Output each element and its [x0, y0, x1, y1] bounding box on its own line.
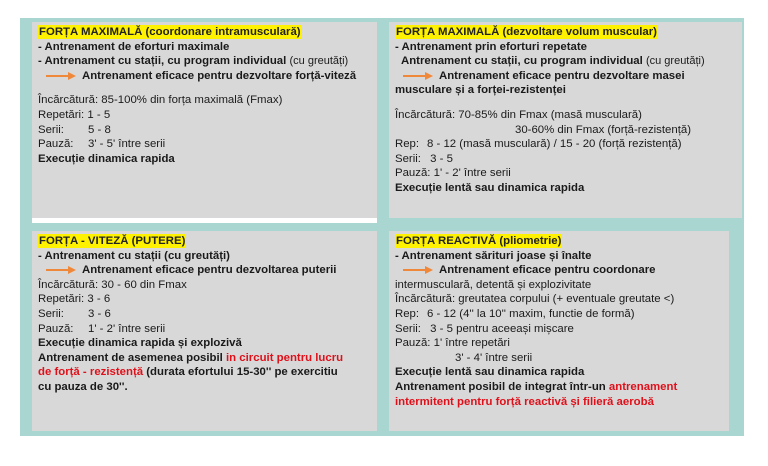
text-line: Pauză: 1' - 2' între serii — [395, 167, 511, 180]
text-line: de forță - rezistență — [38, 366, 144, 379]
text-line: Încărcătură: 30 - 60 din Fmax — [38, 278, 187, 291]
text-line: Pauză: 1' între repetări — [395, 337, 510, 350]
text-line: Antrenament cu stații, cu program individual — [401, 55, 643, 68]
text-line: (durata efortului 15-30'' pe exercitiu — [146, 366, 338, 379]
label: Rep: — [395, 138, 420, 151]
text-line: Antrenament eficace pentru dezvoltare masei — [439, 69, 685, 82]
panel-forta-maximala-coordonare — [32, 22, 377, 218]
text-line: Încărcătură: 85-100% din forța maximală (Fmax) — [38, 94, 283, 107]
text-line: Antrenament eficace pentru coordonare — [439, 264, 656, 277]
label: Serii: — [395, 322, 421, 335]
arrow-right-icon — [403, 72, 433, 80]
label: Serii: — [38, 123, 64, 136]
value: 3 - 5 pentru aceeași mișcare — [430, 322, 574, 335]
arrow-right-icon — [46, 72, 76, 80]
text-line: Antrenament posibil de integrat într-un — [395, 380, 606, 393]
text-line: 3' - 4' între serii — [455, 351, 533, 364]
text-line: intermitent pentru forță reactivă și filieră aerobă — [395, 395, 654, 408]
text-line: - Antrenament prin eforturi repetate — [395, 40, 587, 53]
panel-title: FORȚA MAXIMALĂ (coordonare intramusculară) — [39, 26, 301, 38]
panel-forta-maximala-volum — [389, 22, 742, 218]
arrow-right-icon — [403, 266, 433, 274]
text-line: Antrenament eficace pentru dezvoltare forță-viteză — [82, 69, 357, 82]
value: 8 - 12 (masă musculară) / 15 - 20 (forță rezistență) — [427, 138, 682, 151]
text-line: (cu greutăți) — [645, 55, 705, 68]
value: 3 - 6 — [87, 293, 111, 306]
text-line: in circuit pentru lucru — [226, 351, 344, 364]
text-line: antrenament — [608, 380, 678, 393]
text-line: Execuție lentă sau dinamica rapida — [395, 366, 585, 379]
text-line: - Antrenament sărituri joase și înalte — [395, 249, 592, 262]
text-line: Execuție lentă sau dinamica rapida — [395, 181, 585, 194]
panel-forta-reactiva — [389, 231, 729, 431]
label: Serii: — [395, 152, 421, 165]
text-line: Antrenament de asemenea posibil — [38, 351, 223, 364]
label: Pauză: — [38, 322, 74, 335]
text-line: intermusculară, detentă și explozivitate — [395, 278, 592, 291]
value: 5 - 8 — [88, 123, 111, 136]
text-line: Execuție dinamica rapida — [38, 152, 175, 165]
text-line: Încărcătură: greutatea corpului (+ eventuale greutate <) — [395, 293, 675, 306]
panel-title: FORȚA - VITEZĂ (PUTERE) — [39, 235, 186, 247]
value: 3' - 5' între serii — [88, 138, 166, 151]
panel-forta-viteza — [32, 231, 377, 431]
value: 3 - 6 — [88, 307, 111, 320]
text-line: cu pauza de 30''. — [38, 380, 128, 393]
text-line: Încărcătură: 70-85% din Fmax (masă musculară) — [395, 108, 642, 121]
text-line: - Antrenament de eforturi maximale — [38, 40, 230, 53]
panel-title: FORȚA MAXIMALĂ (dezvoltare volum muscular) — [396, 26, 657, 38]
value: 3 - 5 — [430, 152, 453, 165]
text-line: - Antrenament cu stații (cu greutăți) — [38, 249, 230, 262]
label: Pauză: — [38, 138, 74, 151]
text-line: musculare și a forței-rezistenței — [395, 84, 566, 97]
value: 1 - 5 — [87, 108, 111, 121]
text-line: Antrenament eficace pentru dezvoltarea puterii — [82, 264, 337, 277]
panel-title: FORȚA REACTIVĂ (pliometrie) — [396, 235, 562, 247]
text-line: - Antrenament cu stații, cu program individual — [38, 55, 287, 68]
label: Repetări: — [38, 108, 85, 121]
label: Repetări: — [38, 293, 85, 306]
label: Rep: — [395, 307, 420, 320]
divider-strip — [32, 218, 377, 223]
label: Serii: — [38, 307, 64, 320]
text-line: (cu greutăți) — [289, 55, 349, 68]
text-line: Execuție dinamica rapida și explozivă — [38, 337, 242, 350]
value: 6 - 12 (4'' la 10'' maxim, functie de formă) — [427, 307, 635, 320]
text-line: 30-60% din Fmax (forță-rezistență) — [515, 123, 691, 136]
arrow-right-icon — [46, 266, 76, 274]
value: 1' - 2' între serii — [88, 322, 166, 335]
